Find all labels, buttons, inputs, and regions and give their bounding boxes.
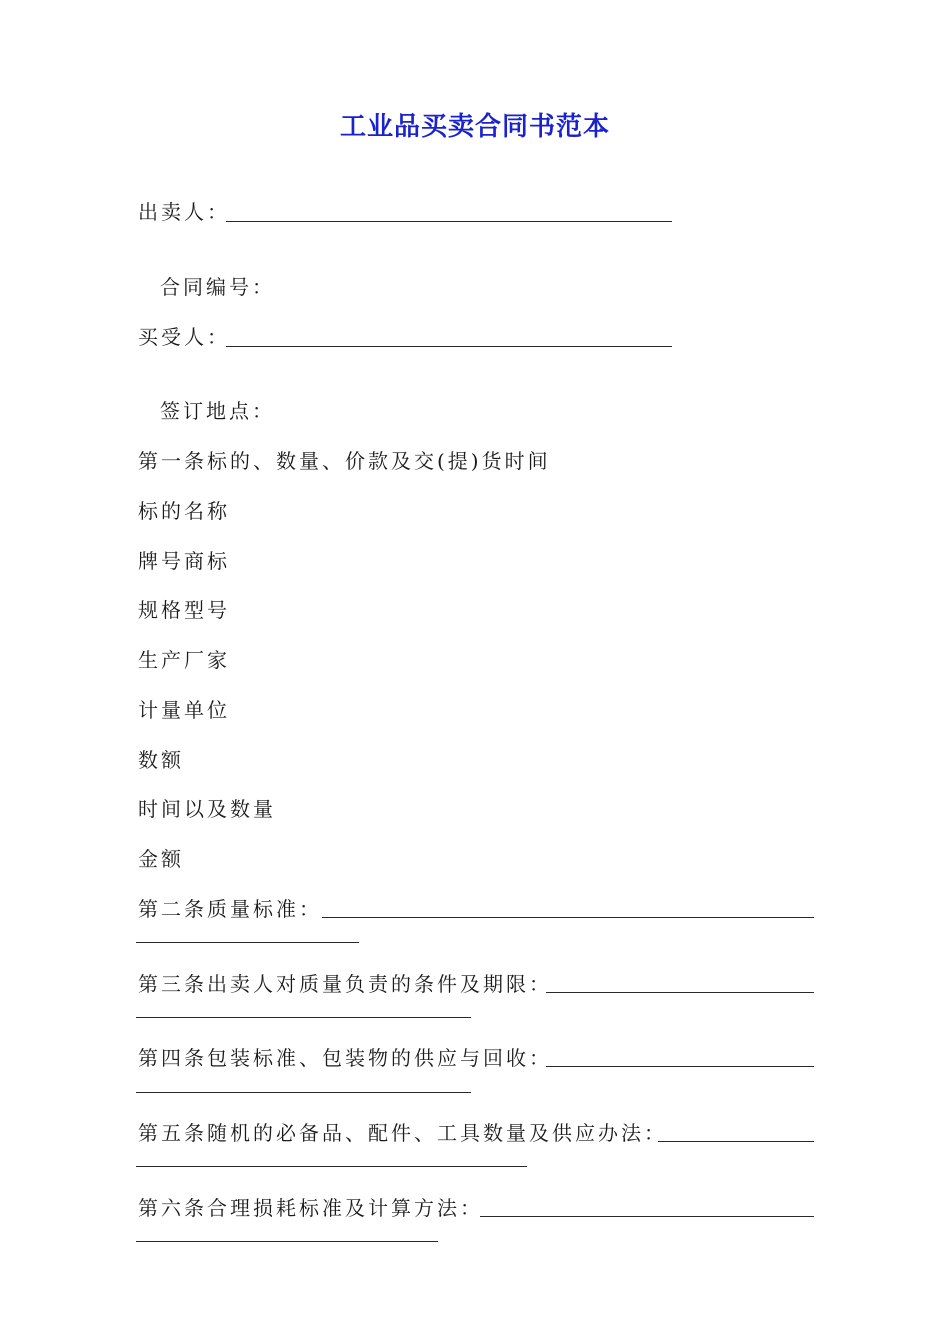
- article-1-item: 牌号商标: [138, 549, 230, 573]
- article-2-text: 第二条质量标准：: [138, 897, 322, 921]
- article-4-text: 第四条包装标准、包装物的供应与回收：: [138, 1046, 552, 1070]
- article-2-blank-line: [322, 917, 814, 918]
- article-5-text: 第五条随机的必备品、配件、工具数量及供应办法：: [138, 1121, 667, 1145]
- article-1-item: 金额: [138, 847, 184, 871]
- article-1-item: 规格型号: [138, 598, 230, 622]
- article-5-blank-line: [658, 1141, 814, 1142]
- document-title: 工业品买卖合同书范本: [339, 112, 610, 142]
- seller-label: 出卖人：: [138, 200, 230, 224]
- article-4-blank-line: [546, 1066, 814, 1067]
- buyer-blank-line: [226, 346, 672, 347]
- article-4-blank-line-continued: [136, 1092, 471, 1093]
- article-6-blank-line-continued: [136, 1241, 438, 1242]
- article-2-blank-line-continued: [136, 942, 359, 943]
- article-6-text: 第六条合理损耗标准及计算方法：: [138, 1196, 483, 1220]
- buyer-label: 买受人：: [138, 325, 230, 349]
- article-6-blank-line: [480, 1216, 814, 1217]
- article-1-item: 生产厂家: [138, 648, 230, 672]
- article-1-item: 时间以及数量: [138, 797, 276, 821]
- article-3-blank-line-continued: [136, 1017, 471, 1018]
- seller-blank-line: [226, 221, 672, 222]
- article-3-blank-line: [546, 992, 814, 993]
- sign-place-label: 签订地点：: [160, 399, 275, 423]
- article-5-blank-line-continued: [136, 1166, 527, 1167]
- article-1-item: 计量单位: [138, 698, 230, 722]
- contract-number-label: 合同编号：: [160, 275, 275, 299]
- article-1-item: 数额: [138, 748, 184, 772]
- article-1-heading: 第一条标的、数量、价款及交(提)货时间: [138, 449, 551, 473]
- article-1-item: 标的名称: [138, 499, 230, 523]
- article-3-text: 第三条出卖人对质量负责的条件及期限：: [138, 972, 552, 996]
